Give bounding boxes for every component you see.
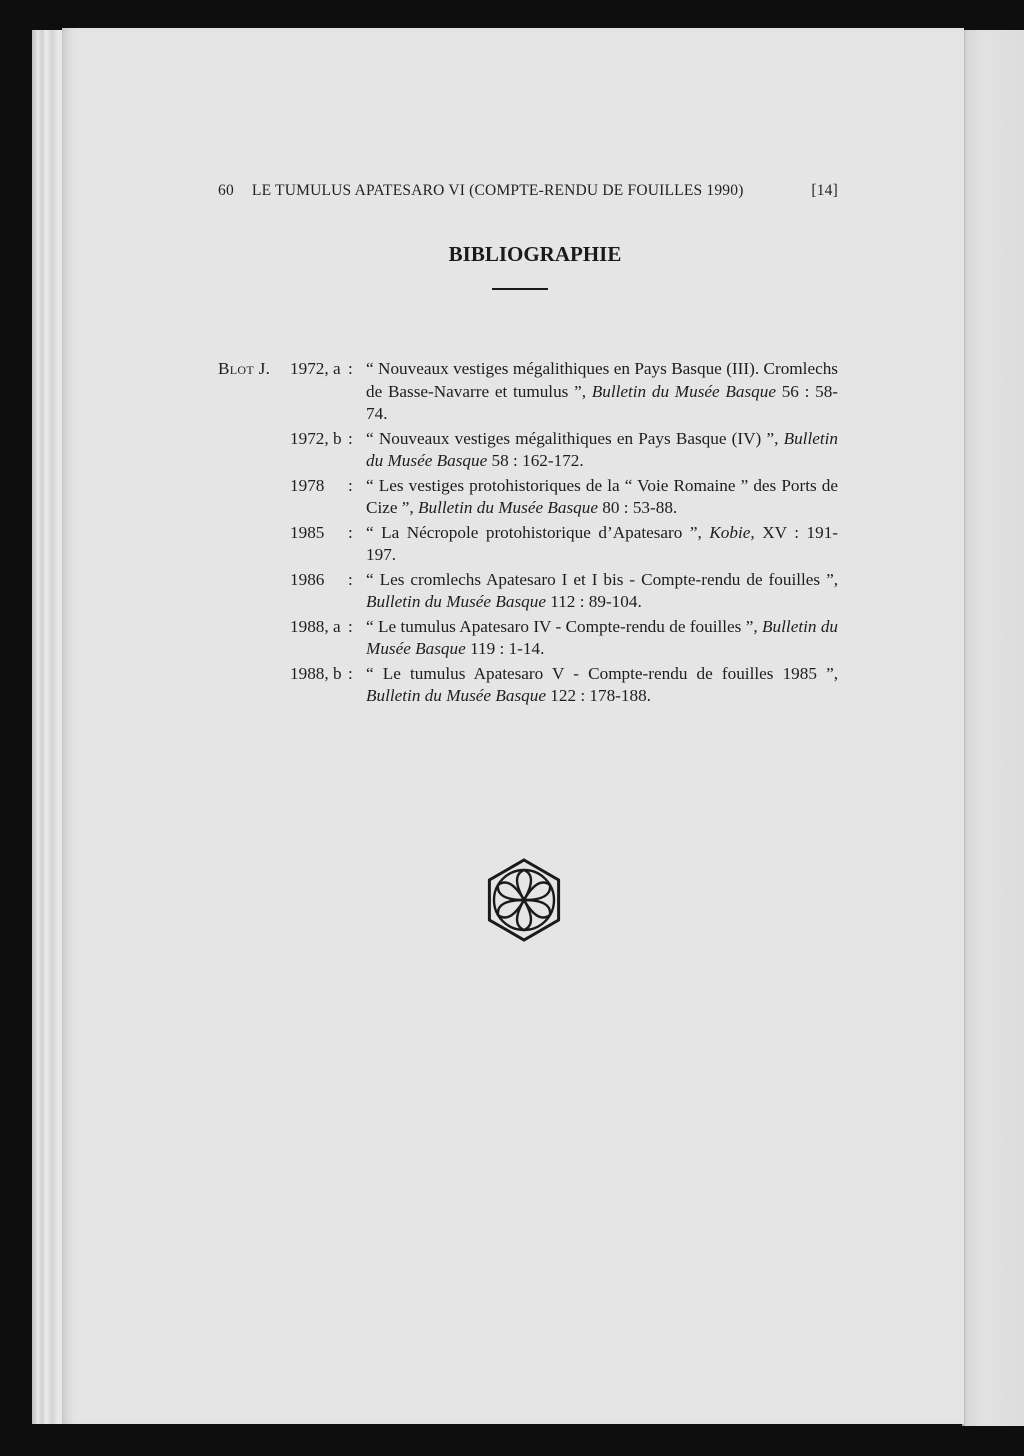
entry-journal: Bulletin du Musée Basque xyxy=(366,428,839,470)
running-title: LE TUMULUS APATESARO VI (COMPTE-RENDU DE FOUILLES 1990) xyxy=(251,182,744,199)
entry-year: 1978 xyxy=(290,475,325,495)
entry-text xyxy=(366,358,838,426)
entry-separator: : xyxy=(348,522,353,542)
entry-text xyxy=(366,428,838,473)
page-number: 60 xyxy=(218,182,234,199)
entry-journal: Bulletin du Musée Basque xyxy=(366,616,839,658)
entry-year: 1988, b xyxy=(290,663,342,683)
rosette-petal xyxy=(517,870,531,900)
document-page xyxy=(62,28,964,1424)
entry-text xyxy=(366,616,838,661)
entry-separator: : xyxy=(348,663,353,683)
entry-title: “ Les vestiges protohistoriques de la “ Voie Romaine ” des Ports de Cize ”, xyxy=(366,475,838,517)
entry-reference: 122 : 178-188. xyxy=(550,686,651,705)
entry-title: “ La Nécropole protohistorique d’Apatesaro ”, xyxy=(366,522,702,542)
entry-journal: Bulletin du Musée Basque xyxy=(418,498,598,517)
title-underline xyxy=(492,288,548,290)
entry-year: 1972, b xyxy=(290,428,342,448)
entry-reference: 119 : 1-14. xyxy=(470,639,545,658)
entry-reference: 58 : 162-172. xyxy=(491,451,584,470)
bibliography-entry xyxy=(218,522,838,567)
entry-separator: : xyxy=(348,428,353,448)
entry-reference: 56 : 58-74. xyxy=(366,381,839,423)
running-header xyxy=(218,182,838,200)
entry-year: 1985 xyxy=(290,522,325,542)
author-name: Blot J. xyxy=(218,359,271,378)
entry-title: “ Nouveaux vestiges mégalithiques en Pays Basque (IV) ”, xyxy=(366,428,779,448)
entry-journal: Bulletin du Musée Basque xyxy=(366,592,546,611)
entry-reference: 80 : 53-88. xyxy=(602,498,678,517)
bibliography-entry xyxy=(218,358,838,426)
entry-title: “ Nouveaux vestiges mégalithiques en Pays Basque (III). Cromlechs de Basse-Navarre et tumulus ”, xyxy=(366,359,838,401)
entry-separator: : xyxy=(348,569,353,589)
entry-text xyxy=(366,475,838,520)
entry-title: “ Le tumulus Apatesaro V - Compte-rendu de fouilles 1985 ”, xyxy=(366,663,838,683)
hexafoil-rosette-icon xyxy=(482,858,566,942)
entry-separator: : xyxy=(348,359,353,378)
entry-text xyxy=(366,663,838,708)
bibliography-entry xyxy=(218,428,838,473)
entry-journal: Kobie, xyxy=(709,522,755,542)
bibliography-entry xyxy=(218,475,838,520)
entry-text xyxy=(366,569,838,614)
entry-title: “ Les cromlechs Apatesaro I et I bis - Compte-rendu de fouilles ”, xyxy=(366,569,838,589)
facing-page-edge xyxy=(962,30,1024,1426)
entry-journal: Bulletin du Musée Basque xyxy=(591,381,776,401)
section-reference: [14] xyxy=(811,182,838,199)
entry-journal: Bulletin du Musée Basque xyxy=(366,686,546,705)
rosette-petal xyxy=(517,900,531,930)
entry-text xyxy=(366,522,838,567)
entry-separator: : xyxy=(348,475,353,495)
section-title: BIBLIOGRAPHIE xyxy=(448,242,622,266)
bibliography-entry xyxy=(218,663,838,708)
entry-year: 1986 xyxy=(290,569,325,589)
entry-title: “ Le tumulus Apatesaro IV - Compte-rendu de fouilles ”, xyxy=(366,616,758,636)
entry-separator: : xyxy=(348,616,353,636)
entry-reference: 112 : 89-104. xyxy=(550,592,642,611)
bibliography-list xyxy=(218,358,838,710)
entry-reference: XV : 191-197. xyxy=(366,522,839,564)
entry-year: 1988, a xyxy=(290,616,341,636)
bibliography-entry xyxy=(218,616,838,661)
bibliography-entry xyxy=(218,569,838,614)
entry-year: 1972, a xyxy=(290,359,341,378)
